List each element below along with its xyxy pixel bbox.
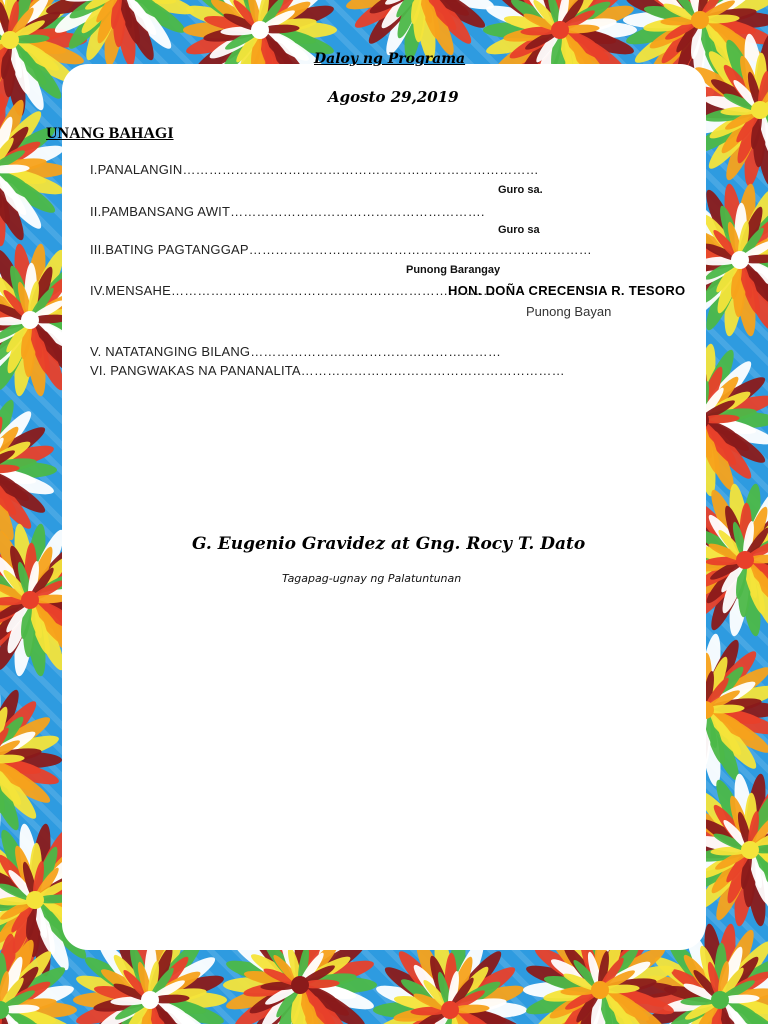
mandala-flower bbox=[0, 393, 57, 548]
program-sheet bbox=[46, 51, 706, 950]
mandala-flower bbox=[0, 93, 67, 248]
program-item-4: IV.MENSAHE……………………………………………………………….. . . bbox=[90, 283, 511, 298]
program-item-2: II.PAMBANSANG AWIT…………………………………………………. bbox=[90, 204, 485, 219]
assigned-3: Punong Barangay bbox=[406, 264, 501, 276]
hosts-names: G. Eugenio Gravidez at Gng. Rocy T. Dato bbox=[192, 534, 586, 554]
assigned-2: Guro sa bbox=[498, 224, 540, 236]
assigned-4-title: Punong Bayan bbox=[526, 304, 612, 319]
assigned-1: Guro sa. bbox=[498, 184, 543, 196]
hosts-role: Tagapag-ugnay ng Palatuntunan bbox=[282, 572, 462, 585]
assigned-4: HON. DOÑA CRECENSIA R. TESORO bbox=[448, 283, 686, 298]
program-item-5: V. NATATANGING BILANG………………………………………………… bbox=[90, 344, 502, 359]
program-item-3: III.BATING PAGTANGGAP…………………………………………………………………… bbox=[90, 242, 592, 257]
section-heading: UNANG BAHAGI bbox=[46, 125, 174, 142]
program-title: Daloy ng Programa bbox=[314, 51, 466, 67]
program-item-1: I.PANALANGIN……………………………………………………………………… bbox=[90, 162, 539, 177]
program-item-6: VI. PANGWAKAS NA PANANALITA…………………………………………………… bbox=[90, 363, 565, 378]
program-date: Agosto 29,2019 bbox=[328, 88, 459, 106]
mandala-flower bbox=[0, 683, 62, 838]
